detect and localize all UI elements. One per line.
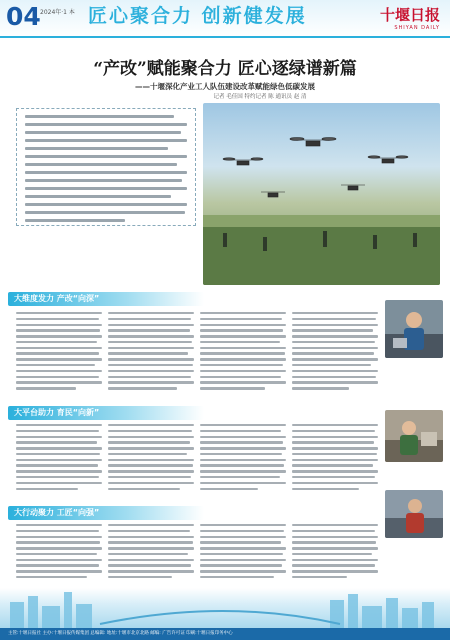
worker-photo-1: [385, 300, 443, 358]
footer-skyline-art: [0, 588, 450, 628]
page-masthead: [0, 0, 450, 38]
section-heading-2: 大平台助力 育民“向新”: [8, 406, 204, 420]
section-heading-3: 大行动聚力 工匠“向强”: [8, 506, 204, 520]
skyline-illustration: [0, 588, 450, 628]
worker-photo-2: [385, 410, 443, 462]
page-info: 2024年·1 本: [40, 9, 75, 16]
section1-column-4: [292, 312, 378, 393]
section3-column-2: [108, 524, 194, 582]
section-heading-1: 大维度发力 产改“向深”: [8, 292, 204, 306]
section2-column-1: [16, 424, 102, 493]
newspaper-logo-sub: SHIYAN DAILY: [394, 25, 440, 31]
photo-worker-1: [385, 300, 443, 358]
main-photo-drones: [203, 103, 440, 285]
footer-imprint: 主管:十堰日报社 主办:十堰日报传媒集团 总编辑: 地址:十堰市北京北路 邮编: 广告许可证 印刷:十堰日报印务中心: [0, 628, 450, 640]
photo-worker-2: [385, 410, 443, 462]
worker-photo-3: [385, 490, 443, 538]
section3-column-1: [16, 524, 102, 582]
section1-column-3: [200, 312, 286, 393]
article-subhead: ——十堰深化产业工人队伍建设改革赋能绿色低碳发展: [135, 82, 315, 91]
lead-paragraph-box: [16, 108, 196, 226]
page-number: 04: [6, 2, 41, 31]
article-byline: 记者 毛佳国 特约记者 陈 通讯员 赵 清: [213, 94, 307, 100]
section1-column-2: [108, 312, 194, 393]
section1-column-1: [16, 312, 102, 393]
drone-field-photo: [203, 103, 440, 285]
section-title: 匠心聚合力 创新健发展: [88, 5, 307, 27]
article-headline: “产改”赋能聚合力 匠心逐绿谱新篇: [93, 59, 357, 79]
section3-column-4: [292, 524, 378, 582]
photo-worker-3: [385, 490, 443, 538]
section2-column-3: [200, 424, 286, 493]
section2-column-4: [292, 424, 378, 493]
newspaper-logo: 十堰日报: [379, 6, 440, 24]
header-rule: [0, 36, 450, 38]
section2-column-2: [108, 424, 194, 493]
section3-column-3: [200, 524, 286, 582]
